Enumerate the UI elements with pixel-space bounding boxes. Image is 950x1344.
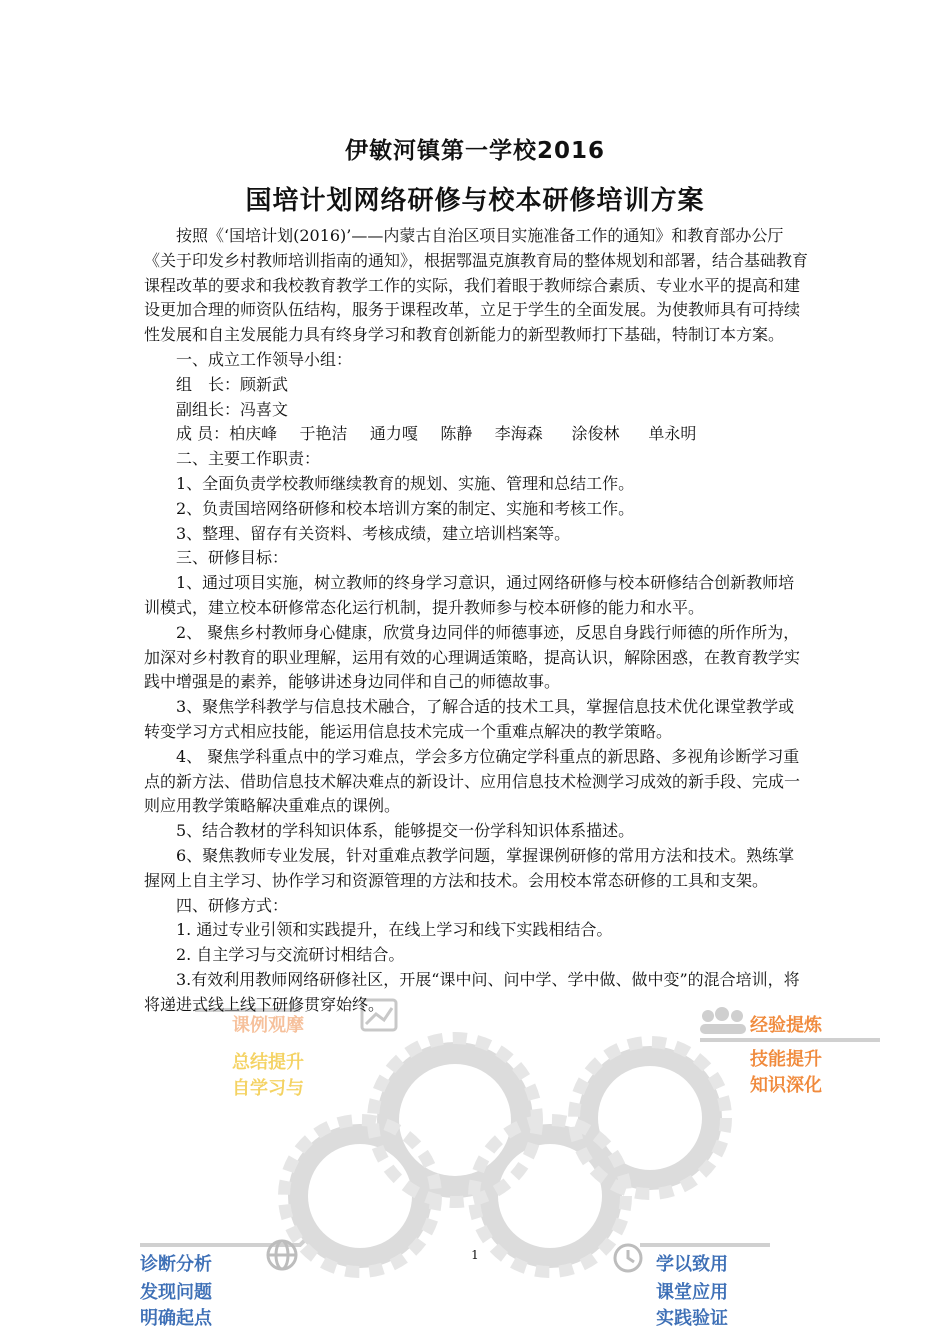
method-item: 3.有效利用教师网络研修社区，开展“课中问、问中学、学中做、做中变”的混合培训，将将递进式线上线下研修贯穿始终。 xyxy=(144,969,800,1014)
goal-item: 4、 聚焦学科重点中的学习难点，学会多方位确定学科重点的新思路、多视角诊断学习重点的新方法、借助信息技术解决难点的新设计、应用信息技术检测学习成效的新手段、完成一则应用教学策略解决重难点的课例。 xyxy=(144,746,801,816)
watermark-label: 发现问题 xyxy=(140,1282,212,1303)
deputy-name: 冯喜文 xyxy=(240,399,289,419)
watermark-label: 学以致用 xyxy=(656,1254,728,1275)
document-body xyxy=(144,224,808,1018)
member-name: 柏庆峰 xyxy=(229,424,278,444)
member-name: 陈静 xyxy=(440,424,473,444)
section-heading: 一、成立工作领导小组： xyxy=(176,349,353,369)
members-line xyxy=(144,422,808,447)
watermark-label: 课例观摩 xyxy=(232,1015,304,1036)
goal-item: 3、聚焦学科教学与信息技术融合，了解合适的技术工具，掌握信息技术优化课堂教学或转变学习方式相应技能，能运用信息技术完成一个重难点解决的教学策略。 xyxy=(144,697,795,741)
watermark-label: 总结提升 xyxy=(232,1052,304,1073)
leader-line xyxy=(144,373,808,398)
section-heading: 二、主要工作职责： xyxy=(176,449,321,469)
method-item: 2. 自主学习与交流研讨相结合。 xyxy=(176,945,405,965)
watermark-label: 实践验证 xyxy=(656,1308,728,1329)
watermark-label: 知识深化 xyxy=(750,1075,822,1096)
watermark-label: 技能提升 xyxy=(750,1049,822,1070)
document-title-line1: 伊敏河镇第一学校2016 xyxy=(344,138,605,164)
watermark-label: 诊断分析 xyxy=(140,1254,212,1275)
member-name: 于艳洁 xyxy=(299,424,348,444)
page-number: 1 xyxy=(471,1248,479,1262)
deputy-label: 副组长： xyxy=(176,399,241,419)
section-heading: 三、研修目标： xyxy=(176,548,289,568)
section-heading: 四、研修方式： xyxy=(176,895,289,915)
member-name: 涂俊林 xyxy=(571,424,620,444)
deputy-line xyxy=(144,398,808,423)
duty-item: 1、全面负责学校教师继续教育的规划、实施、管理和总结工作。 xyxy=(176,473,635,493)
method-item: 1. 通过专业引领和实践提升，在线上学习和线下实践相结合。 xyxy=(176,920,613,940)
watermark-label: 经验提炼 xyxy=(750,1015,822,1036)
goal-item: 2、 聚焦乡村教师身心健康，欣赏身边同伴的师德事迹，反思自身践行师德的所作所为，加深对乡村教育的职业理解，运用有效的心理调适策略，提高认识，解除困惑，在教育教学实践中增强是的素养，能够讲述身边同伴和自己的师德故事。 xyxy=(144,622,801,692)
watermark-label: 明确起点 xyxy=(140,1308,212,1329)
duty-item: 3、整理、留存有关资料、考核成绩，建立培训档案等。 xyxy=(176,523,571,543)
watermark-label: 课堂应用 xyxy=(656,1282,728,1303)
leader-label: 组 长： xyxy=(176,374,241,394)
document-title-line2: 国培计划网络研修与校本研修培训方案 xyxy=(245,186,705,216)
members-label: 成 员： xyxy=(176,424,230,444)
goal-item: 5、结合教材的学科知识体系，能够提交一份学科知识体系描述。 xyxy=(176,821,635,841)
watermark-label: 自学习与 xyxy=(232,1078,304,1099)
goal-item: 1、通过项目实施，树立教师的终身学习意识，通过网络研修与校本研修结合创新教师培训模式，建立校本研修常态化运行机制，提升教师参与校本研修的能力和水平。 xyxy=(144,573,795,617)
member-name: 通力嘎 xyxy=(369,424,418,444)
duty-item: 2、负责国培网络研修和校本培训方案的制定、实施和考核工作。 xyxy=(176,498,635,518)
intro-paragraph: 按照《‘国培计划(2016)’——内蒙古自治区项目实施准备工作的通知》和教育部办公厅《关于印发乡村教师培训指南的通知》，根据鄂温克旗教育局的整体规划和部署，结合基础教育课程改革的要求和我校教育教学工作的实际，我们着眼于教师综合素质、专业水平的提高和建设更加合理的师资队伍结构，服务于课程改革，立足于学生的全面发展。为使教师具有可持续性发展和自主发展能力具有终身学习和教育创新能力的新型教师打下基础，特制订本方案。 xyxy=(144,226,809,345)
member-name: 李海森 xyxy=(494,424,543,444)
leader-name: 顾新武 xyxy=(240,374,289,394)
goal-item: 6、聚焦教师专业发展，针对重难点教学问题，掌握课例研修的常用方法和技术。熟练掌握网上自主学习、协作学习和资源管理的方法和技术。会用校本常态研修的工具和支架。 xyxy=(144,845,795,890)
member-name: 单永明 xyxy=(648,424,697,444)
